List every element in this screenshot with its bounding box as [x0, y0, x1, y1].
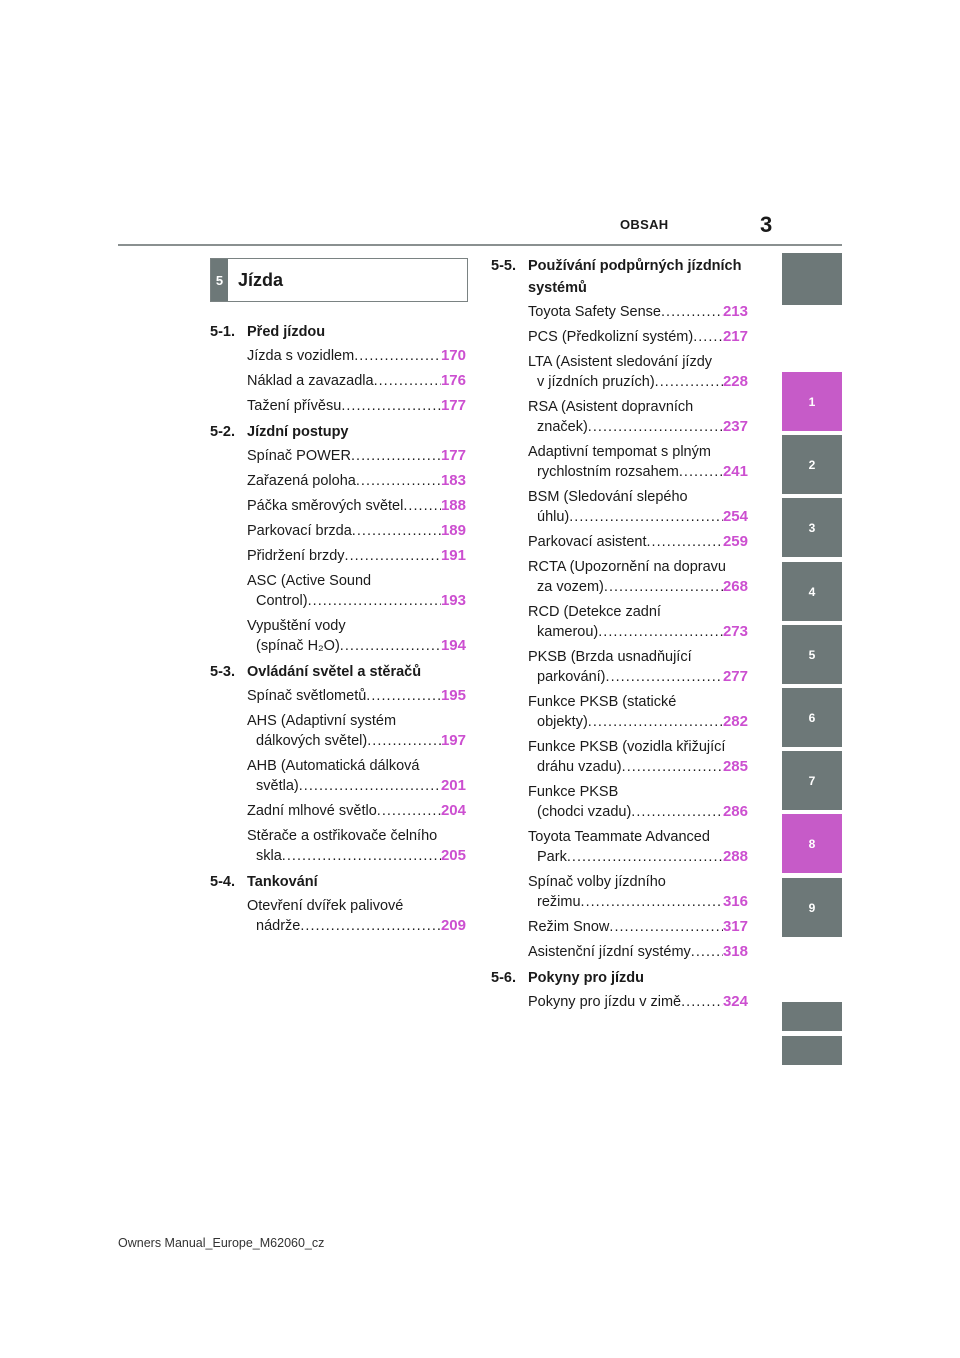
- toc-page-link[interactable]: 277: [722, 668, 748, 685]
- toc-entry-text: Spínač POWER: [247, 448, 351, 464]
- header-divider: [118, 244, 842, 246]
- dot-leader: [604, 577, 723, 597]
- toc-entry[interactable]: [247, 801, 466, 821]
- dot-leader: [609, 917, 723, 937]
- toc-entry[interactable]: [528, 532, 748, 552]
- subsection-heading: [210, 321, 466, 343]
- toc-entry-line: [247, 521, 466, 541]
- subsection-heading: [210, 421, 466, 443]
- dot-leader: [655, 372, 723, 392]
- toc-entry-text: Spínač světlometů: [247, 688, 367, 704]
- toc-page-link[interactable]: 193: [440, 592, 466, 609]
- toc-page-link[interactable]: 318: [722, 943, 748, 960]
- toc-entry-line: [528, 737, 748, 757]
- toc-entry-text: Přidržení brzdy: [247, 548, 345, 564]
- toc-entry-line: [247, 546, 466, 566]
- toc-page-link[interactable]: 254: [722, 508, 748, 525]
- toc-page-link[interactable]: 201: [440, 777, 466, 794]
- toc-entry-text: PCS (Předkolizní systém): [528, 329, 694, 345]
- dot-leader: [377, 801, 441, 821]
- toc-page-link[interactable]: 188: [440, 497, 466, 514]
- toc-entry-text: skla: [256, 848, 282, 864]
- toc-entry-line: [528, 557, 748, 577]
- toc-entry-text: kamerou): [537, 624, 599, 640]
- toc-entry-text: Funkce PKSB (statické: [528, 694, 677, 710]
- dot-leader: [598, 622, 723, 642]
- toc-entry-text: AHS (Adaptivní systém: [247, 713, 397, 729]
- toc-entry-line: [528, 622, 748, 642]
- chapter-tab-6[interactable]: 6: [782, 688, 842, 747]
- toc-entry-text: světla): [256, 778, 299, 794]
- toc-entry-line: [247, 571, 466, 591]
- dot-leader: [354, 346, 441, 366]
- toc-entry-text: za vozem): [537, 579, 604, 595]
- dot-leader: [691, 942, 723, 962]
- toc-entry-line: [247, 371, 466, 391]
- dot-leader: [661, 302, 723, 322]
- toc-page-link[interactable]: 228: [722, 373, 748, 390]
- toc-entry[interactable]: [247, 521, 466, 541]
- toc-entry[interactable]: [247, 371, 466, 391]
- subsection-title-text: Jízdní postupy: [247, 424, 349, 440]
- toc-entry-line: [528, 692, 748, 712]
- subsection-heading: [210, 661, 466, 683]
- toc-entry-text: objekty): [537, 714, 588, 730]
- toc-entry-text: Parkovací asistent: [528, 534, 647, 550]
- subsection-number: 5-5.: [491, 258, 516, 274]
- toc-entry-text: BSM (Sledování slepého: [528, 489, 688, 505]
- toc-entry-line: [528, 667, 748, 687]
- toc-entry-line: [528, 507, 748, 527]
- subsection-number: 5-3.: [210, 664, 235, 680]
- toc-entry[interactable]: [247, 756, 466, 796]
- toc-entry-line: [247, 446, 466, 466]
- toc-entry[interactable]: [528, 872, 748, 912]
- toc-entry-text: parkování): [537, 669, 606, 685]
- toc-entry-line: [528, 757, 748, 777]
- toc-page-link[interactable]: 285: [722, 758, 748, 775]
- toc-entry-text: Režim Snow: [528, 919, 610, 935]
- dot-leader: [693, 327, 723, 347]
- toc-entry[interactable]: [247, 471, 466, 491]
- toc-entry[interactable]: [528, 827, 748, 867]
- chapter-tab-7[interactable]: 7: [782, 751, 842, 810]
- toc-entry-text: Toyota Safety Sense: [528, 304, 661, 320]
- toc-entry-line: [247, 756, 466, 776]
- toc-entry-line: [247, 711, 466, 731]
- toc-entry[interactable]: [528, 487, 748, 527]
- toc-entry-text: v jízdních pruzích): [537, 374, 655, 390]
- toc-entry-text: PKSB (Brzda usnadňující: [528, 649, 692, 665]
- toc-entry-line: [247, 826, 466, 846]
- toc-entry-text: Park: [537, 849, 567, 865]
- toc-entry-text: Zadní mlhové světlo: [247, 803, 377, 819]
- section-number: 5: [211, 259, 228, 301]
- dot-leader: [367, 731, 441, 751]
- toc-entry-line: [528, 602, 748, 622]
- toc-page-link[interactable]: 268: [722, 578, 748, 595]
- toc-page-link[interactable]: 191: [440, 547, 466, 564]
- dot-leader: [403, 496, 441, 516]
- toc-entry-line: [528, 442, 748, 462]
- toc-page-link[interactable]: 189: [440, 522, 466, 539]
- toc-entry-line: [247, 686, 466, 706]
- toc-entry[interactable]: [528, 737, 748, 777]
- chapter-tab-9[interactable]: 9: [782, 878, 842, 937]
- subsection-title-text: Před jízdou: [247, 324, 326, 340]
- toc-entry-text: úhlu): [537, 509, 570, 525]
- chapter-tab-5[interactable]: 5: [782, 625, 842, 684]
- toc-page-link[interactable]: 286: [722, 803, 748, 820]
- toc-entry[interactable]: [528, 397, 748, 437]
- chapter-tab-8[interactable]: 8: [782, 814, 842, 873]
- toc-entry-line: [528, 372, 748, 392]
- dot-leader: [588, 417, 723, 437]
- toc-page-link[interactable]: 217: [722, 328, 748, 345]
- toc-entry-text: RCD (Detekce zadní: [528, 604, 661, 620]
- toc-entry-text: (chodci vzadu): [537, 804, 632, 820]
- toc-page-link[interactable]: 288: [722, 848, 748, 865]
- toc-page-link[interactable]: 259: [722, 533, 748, 550]
- footer-text: Owners Manual_Europe_M62060_cz: [118, 1236, 325, 1250]
- toc-page-link[interactable]: 324: [722, 993, 748, 1010]
- toc-entry[interactable]: [247, 546, 466, 566]
- subsection-number: 5-2.: [210, 424, 235, 440]
- subsection-heading: [210, 871, 466, 893]
- toc-entry-line: [247, 496, 466, 516]
- toc-entry-text: režimu: [537, 894, 581, 910]
- toc-entry[interactable]: [247, 496, 466, 516]
- subsection-title-text: Pokyny pro jízdu: [528, 970, 645, 986]
- subsection-title: [247, 321, 325, 343]
- toc-entry-text: Control): [256, 593, 308, 609]
- toc-entry-line: [528, 302, 748, 322]
- section-heading: [210, 258, 468, 302]
- toc-page-link[interactable]: 241: [722, 463, 748, 480]
- subsection-title: [247, 871, 318, 893]
- toc-entry-text: RSA (Asistent dopravních: [528, 399, 694, 415]
- dot-leader: [366, 686, 441, 706]
- toc-entry-text: RCTA (Upozornění na dopravu: [528, 559, 727, 575]
- toc-entry-text: dálkových světel): [256, 733, 368, 749]
- dot-leader: [351, 446, 441, 466]
- dot-leader: [299, 776, 441, 796]
- toc-entry-line: [528, 462, 748, 482]
- toc-page-link[interactable]: 197: [440, 732, 466, 749]
- toc-page-link[interactable]: 282: [722, 713, 748, 730]
- chapter-tab-blank[interactable]: [782, 1036, 842, 1065]
- toc-entry[interactable]: [528, 352, 748, 392]
- toc-entry-line: [528, 532, 748, 552]
- toc-page-link[interactable]: 194: [440, 637, 466, 654]
- subsection-title: [247, 421, 349, 443]
- toc-page-link[interactable]: 176: [440, 372, 466, 389]
- toc-entry[interactable]: [528, 917, 748, 937]
- toc-entry-text: AHB (Automatická dálková: [247, 758, 420, 774]
- toc-entry[interactable]: [528, 992, 748, 1012]
- toc-entry-line: [528, 802, 748, 822]
- toc-entry-text: Asistenční jízdní systémy: [528, 944, 691, 960]
- toc-page-link[interactable]: 209: [440, 917, 466, 934]
- subsection-title-text-cont: systémů: [528, 280, 587, 296]
- toc-entry-line: [247, 636, 466, 656]
- dot-leader: [300, 916, 441, 936]
- subsection-heading: [491, 255, 748, 299]
- toc-entry[interactable]: [247, 446, 466, 466]
- toc-entry-text: dráhu vzadu): [537, 759, 622, 775]
- subsection-title-text: Ovládání světel a stěračů: [247, 664, 422, 680]
- toc-entry[interactable]: [528, 557, 748, 597]
- toc-entry-text: LTA (Asistent sledování jízdy: [528, 354, 713, 370]
- toc-page-link[interactable]: 205: [440, 847, 466, 864]
- page-number: 3: [760, 212, 773, 237]
- dot-leader: [356, 471, 441, 491]
- dot-leader: [308, 591, 441, 611]
- subsection-title: [247, 661, 421, 683]
- dot-leader: [374, 371, 441, 391]
- dot-leader: [341, 396, 441, 416]
- toc-entry-line: [247, 396, 466, 416]
- toc-entry-line: [247, 896, 466, 916]
- toc-entry[interactable]: [528, 602, 748, 642]
- toc-page-link[interactable]: 273: [722, 623, 748, 640]
- toc-entry-text: (spínač H₂O): [256, 638, 340, 654]
- toc-entry-text: Adaptivní tempomat s plným: [528, 444, 711, 460]
- toc-entry-line: [528, 647, 748, 667]
- toc-entry-text: rychlostním rozsahem: [537, 464, 679, 480]
- toc-entry-line: [247, 846, 466, 866]
- subsection-number: 5-1.: [210, 324, 235, 340]
- toc-entry-text: Parkovací brzda: [247, 523, 352, 539]
- toc-page-link[interactable]: 195: [440, 687, 466, 704]
- toc-entry-line: [528, 892, 748, 912]
- toc-entry[interactable]: [528, 942, 748, 962]
- toc-right-column: [491, 252, 748, 1017]
- dot-leader: [345, 546, 441, 566]
- toc-entry-line: [528, 992, 748, 1012]
- toc-entry-line: [247, 916, 466, 936]
- toc-entry-text: Vypuštění vody: [247, 618, 346, 634]
- chapter-tab-1[interactable]: 1: [782, 372, 842, 431]
- toc-entry-line: [247, 801, 466, 821]
- toc-entry-text: Páčka směrových světel: [247, 498, 404, 514]
- toc-entry-line: [528, 397, 748, 417]
- toc-page-link[interactable]: 317: [722, 918, 748, 935]
- dot-leader: [622, 757, 723, 777]
- toc-page-link[interactable]: 237: [722, 418, 748, 435]
- toc-entry-line: [528, 417, 748, 437]
- chapter-tab-3[interactable]: 3: [782, 498, 842, 557]
- dot-leader: [631, 802, 723, 822]
- toc-entry[interactable]: [247, 711, 466, 751]
- dot-leader: [352, 521, 441, 541]
- dot-leader: [606, 667, 723, 687]
- toc-entry[interactable]: [247, 346, 466, 366]
- toc-entry-text: ASC (Active Sound: [247, 573, 372, 589]
- toc-entry-line: [528, 712, 748, 732]
- chapter-tab-2[interactable]: 2: [782, 435, 842, 494]
- toc-page-link[interactable]: 316: [722, 893, 748, 910]
- chapter-tab-blank[interactable]: [782, 1002, 842, 1031]
- toc-entry-text: nádrže: [256, 918, 301, 934]
- toc-page-link[interactable]: 177: [440, 447, 466, 464]
- dot-leader: [588, 712, 723, 732]
- header-title: OBSAH: [620, 217, 669, 232]
- toc-page-link[interactable]: 177: [440, 397, 466, 414]
- toc-entry-line: [247, 591, 466, 611]
- toc-entry-line: [528, 577, 748, 597]
- toc-page-link[interactable]: 213: [722, 303, 748, 320]
- toc-entry-line: [247, 346, 466, 366]
- toc-entry[interactable]: [247, 686, 466, 706]
- toc-entry[interactable]: [528, 692, 748, 732]
- toc-entry-text: Jízda s vozidlem: [247, 348, 355, 364]
- toc-entry-line: [528, 917, 748, 937]
- subsection-title: [528, 967, 644, 989]
- toc-entry[interactable]: [528, 327, 748, 347]
- toc-entry-text: Otevření dvířek palivové: [247, 898, 404, 914]
- toc-entry[interactable]: [528, 782, 748, 822]
- toc-entry-text: Pokyny pro jízdu v zimě: [528, 994, 682, 1010]
- toc-entry-text: Funkce PKSB: [528, 784, 619, 800]
- toc-entry-line: [528, 327, 748, 347]
- dot-leader: [646, 532, 722, 552]
- chapter-tab-blank[interactable]: [782, 253, 842, 305]
- toc-entry-text: Funkce PKSB (vozidla křižující: [528, 739, 726, 755]
- toc-entry-text: Stěrače a ostřikovače čelního: [247, 828, 438, 844]
- subsection-title-text: Používání podpůrných jízdních: [528, 258, 742, 274]
- toc-entry-line: [247, 616, 466, 636]
- subsection-number: 5-4.: [210, 874, 235, 890]
- toc-entry[interactable]: [247, 571, 466, 611]
- toc-entry-line: [247, 471, 466, 491]
- toc-page-link[interactable]: 183: [440, 472, 466, 489]
- toc-entry-text: Toyota Teammate Advanced: [528, 829, 710, 845]
- chapter-tab-4[interactable]: 4: [782, 562, 842, 621]
- subsection-title: [528, 255, 741, 299]
- subsection-heading: [491, 967, 748, 989]
- dot-leader: [679, 462, 723, 482]
- toc-entry-line: [528, 782, 748, 802]
- toc-entry-line: [528, 487, 748, 507]
- toc-entry[interactable]: [528, 442, 748, 482]
- toc-entry-line: [528, 942, 748, 962]
- toc-entry[interactable]: [528, 302, 748, 322]
- toc-entry-text: Spínač volby jízdního: [528, 874, 666, 890]
- dot-leader: [569, 507, 723, 527]
- toc-entry-line: [247, 776, 466, 796]
- toc-left-column: [210, 318, 466, 941]
- toc-entry-line: [528, 827, 748, 847]
- toc-entry-line: [528, 847, 748, 867]
- dot-leader: [681, 992, 723, 1012]
- toc-entry[interactable]: [247, 396, 466, 416]
- section-title: Jízda: [238, 269, 284, 290]
- toc-entry[interactable]: [528, 647, 748, 687]
- dot-leader: [340, 636, 441, 656]
- toc-entry-text: Zařazená poloha: [247, 473, 356, 489]
- toc-entry-line: [247, 731, 466, 751]
- toc-entry[interactable]: [247, 826, 466, 866]
- toc-entry-text: značek): [537, 419, 588, 435]
- dot-leader: [581, 892, 723, 912]
- toc-entry-text: Tažení přívěsu: [247, 398, 342, 414]
- toc-entry[interactable]: [247, 616, 466, 656]
- toc-entry-line: [528, 872, 748, 892]
- toc-page-link[interactable]: 170: [440, 347, 466, 364]
- subsection-number: 5-6.: [491, 970, 516, 986]
- toc-entry-line: [528, 352, 748, 372]
- dot-leader: [567, 847, 723, 867]
- toc-entry-text: Náklad a zavazadla: [247, 373, 374, 389]
- dot-leader: [282, 846, 441, 866]
- toc-page-link[interactable]: 204: [440, 802, 466, 819]
- subsection-title-text: Tankování: [247, 874, 318, 890]
- toc-entry[interactable]: [247, 896, 466, 936]
